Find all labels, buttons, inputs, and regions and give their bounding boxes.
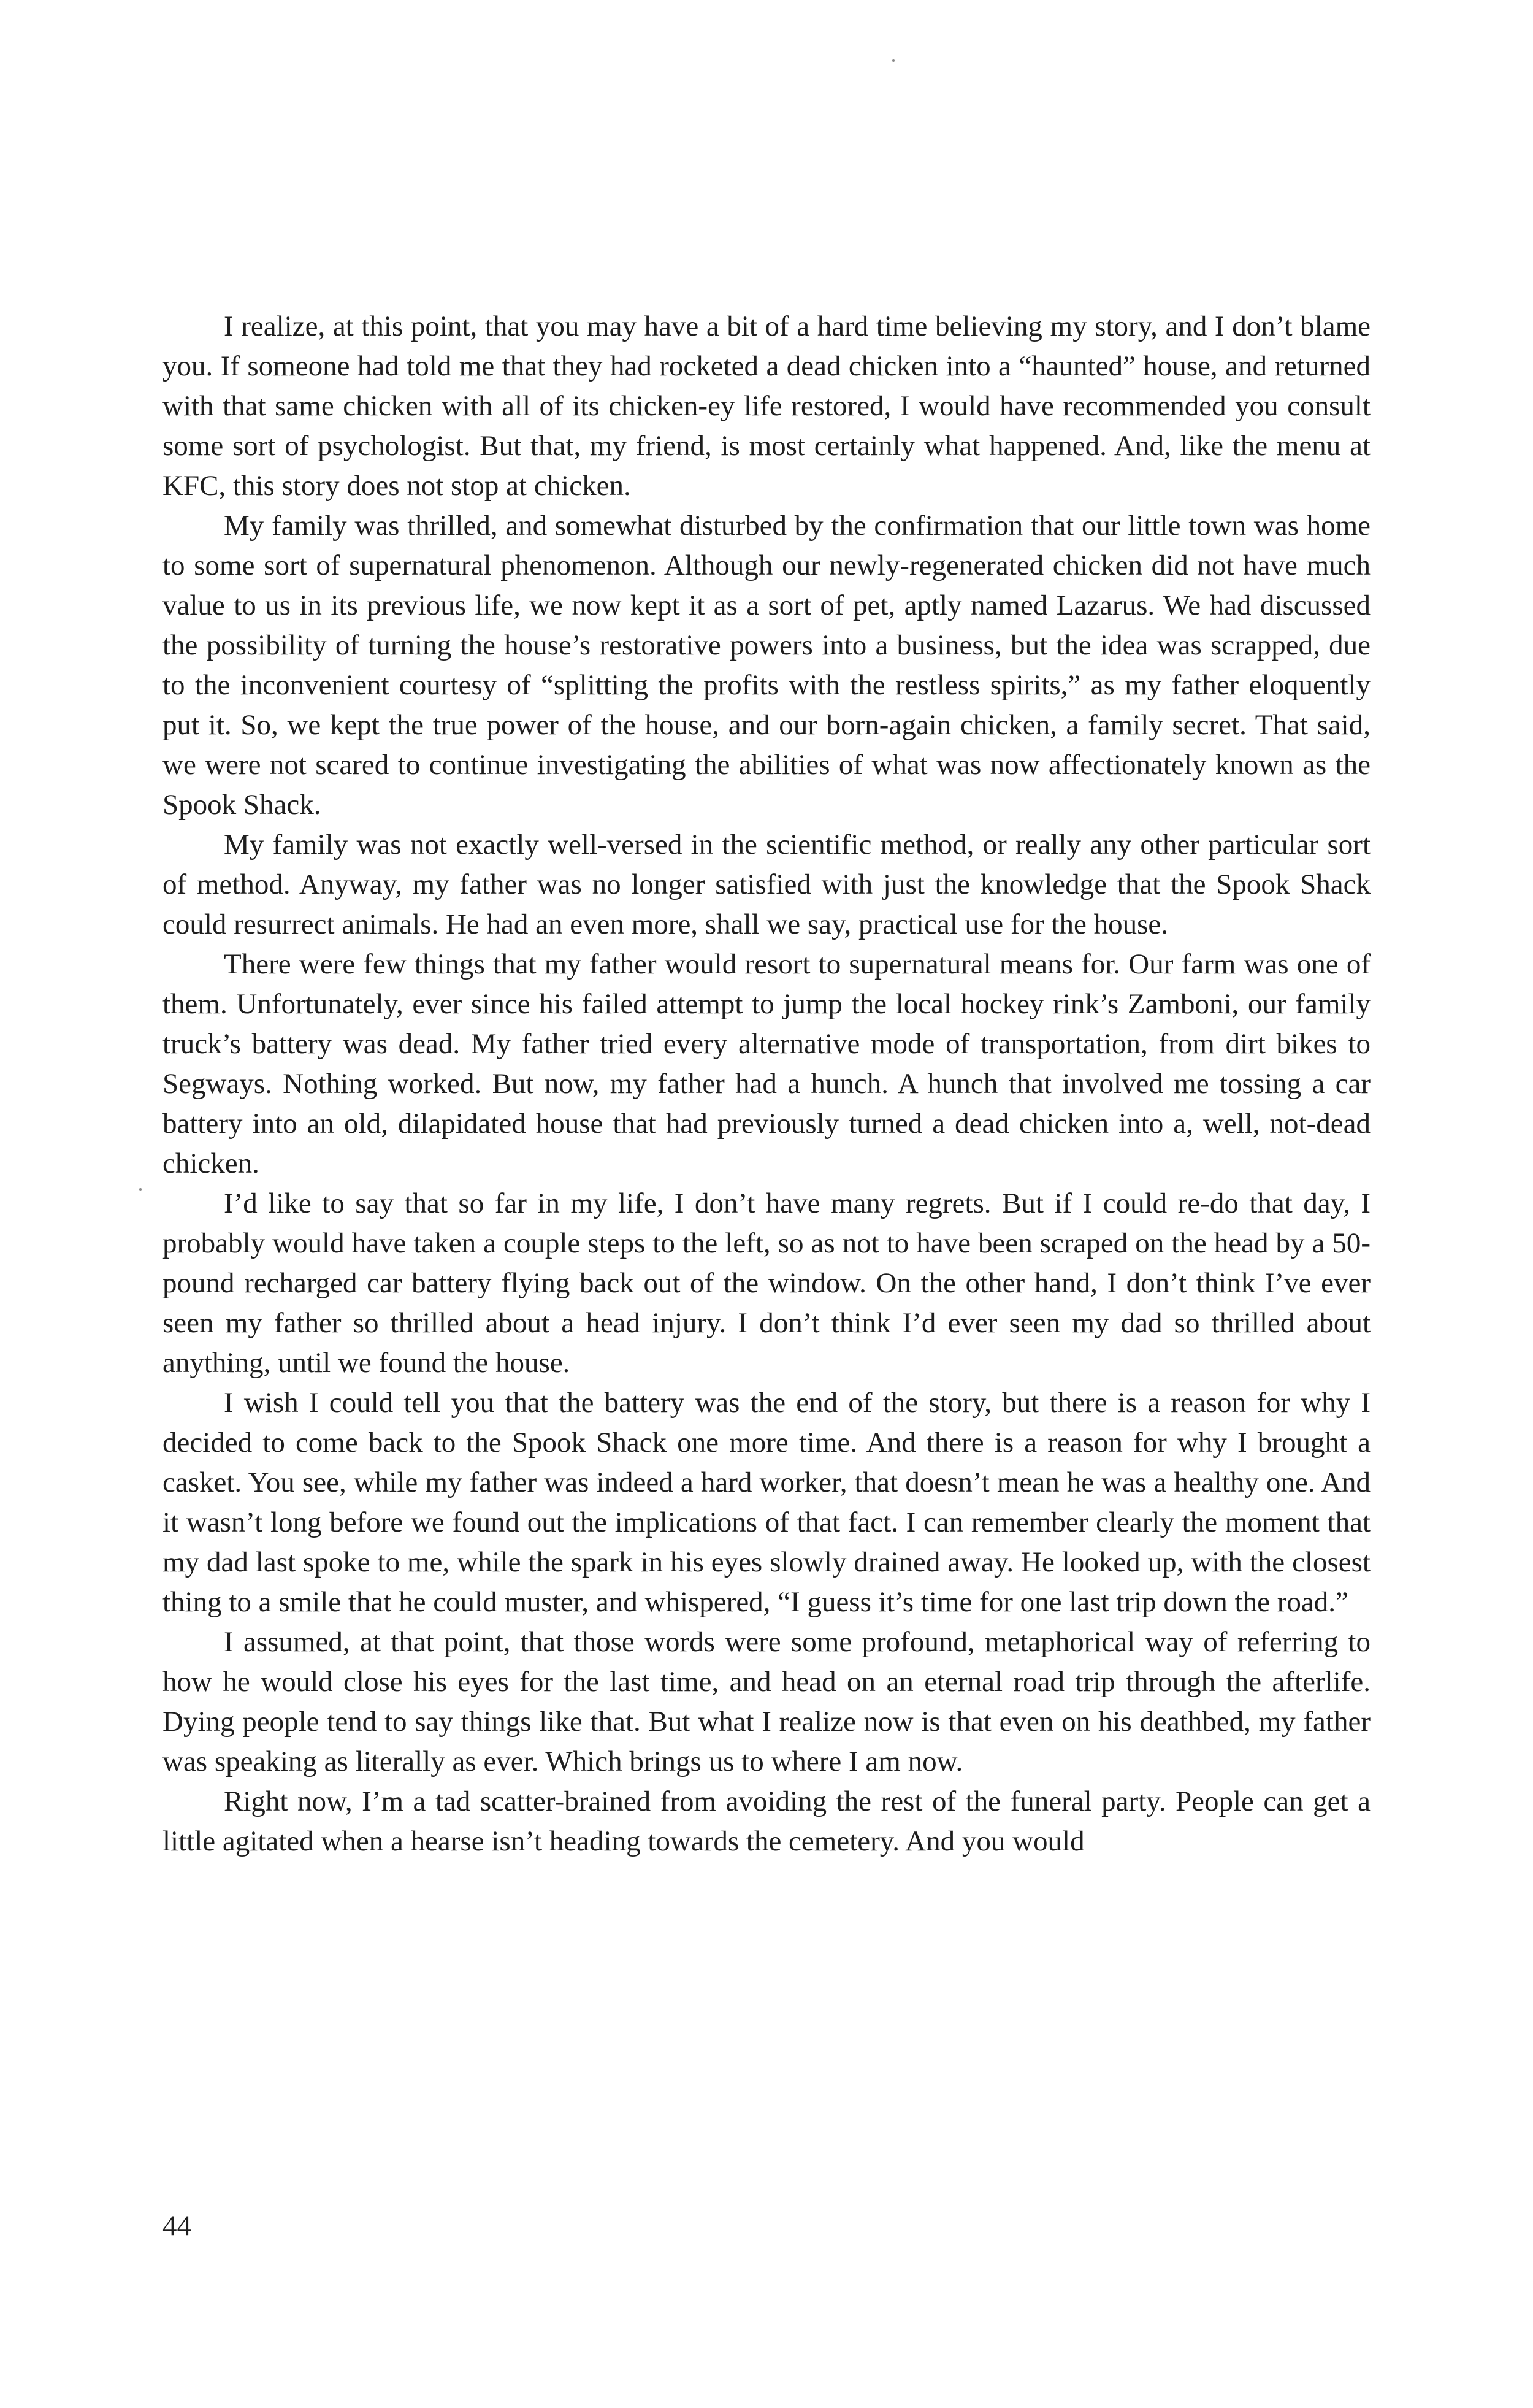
paragraph-2: My family was thrilled, and somewhat disturbed by the confirmation that our little town was home to some sort of supernatural phenomenon. Although our newly-regenerated chicken did not have much value to us in its previous life, we now kept it as a sort of pet, aptly named Lazarus. We had discussed the possibility of turning the house’s restorative powers into a business, but the idea was scrapped, due to the inconvenient courtesy of “splitting the profits with the restless spirits,” as my father eloquently put it. So, we kept the true power of the house, and our born-again chicken, a family secret. That said, we were not scared to continue investigating the abilities of what was now affectionately known as the Spook Shack. xyxy=(162,510,1371,821)
paragraph-7: I assumed, at that point, that those words were some profound, metaphorical way of referring to how he would close his eyes for the last time, and head on an eternal road trip through the afterlife. Dying people tend to say things like that. But what I realize now is that even on his deathbed, my father was speaking as literally as ever. Which brings us to where I am now. xyxy=(162,1626,1371,1777)
scan-speck xyxy=(139,1188,142,1191)
paragraph-3: My family was not exactly well-versed in the scientific method, or really any other particular sort of method. Anyway, my father was no longer satisfied with just the knowledge that the Spook Shack could resurrect animals. He had an even more, shall we say, practical use for the house. xyxy=(162,829,1371,940)
paragraph-1: I realize, at this point, that you may have a bit of a hard time believing my story, and I don’t blame you. If someone had told me that they had rocketed a dead chicken into a “haunted” house, and returned with that same chicken with all of its chicken-ey life restored, I would have recommended you consult some sort of psychologist. But that, my friend, is most certainly what happened. And, like the menu at KFC, this story does not stop at chicken. xyxy=(162,310,1371,502)
body-text xyxy=(162,307,1371,1862)
page-number: 44 xyxy=(162,2210,191,2242)
paragraph-8: Right now, I’m a tad scatter-brained from avoiding the rest of the funeral party. People can get a little agitated when a hearse isn’t heading towards the cemetery. And you would xyxy=(162,1785,1371,1857)
paragraph-6: I wish I could tell you that the battery was the end of the story, but there is a reason for why I decided to come back to the Spook Shack one more time. And there is a reason for why I brought a casket. You see, while my father was indeed a hard worker, that doesn’t mean he was a healthy one. And it wasn’t long before we found out the implications of that fact. I can remember clearly the moment that my dad last spoke to me, while the spark in his eyes slowly drained away. He looked up, with the closest thing to a smile that he could muster, and whispered, “I guess it’s time for one last trip down the road.” xyxy=(162,1387,1371,1618)
scan-speck xyxy=(892,59,895,62)
paragraph-4: There were few things that my father would resort to supernatural means for. Our farm was one of them. Unfortunately, ever since his failed attempt to jump the local hockey rink’s Zamboni, our family truck’s battery was dead. My father tried every alternative mode of transportation, from dirt bikes to Segways. Nothing worked. But now, my father had a hunch. A hunch that involved me tossing a car battery into an old, dilapidated house that had previously turned a dead chicken into a, well, not-dead chicken. xyxy=(162,948,1371,1179)
paragraph-5: I’d like to say that so far in my life, I don’t have many regrets. But if I could re-do that day, I probably would have taken a couple steps to the left, so as not to have been scraped on the head by a 50-pound recharged car battery flying back out of the window. On the other hand, I don’t think I’ve ever seen my father so thrilled about a head injury. I don’t think I’d ever seen my dad so thrilled about anything, until we found the house. xyxy=(162,1187,1371,1379)
